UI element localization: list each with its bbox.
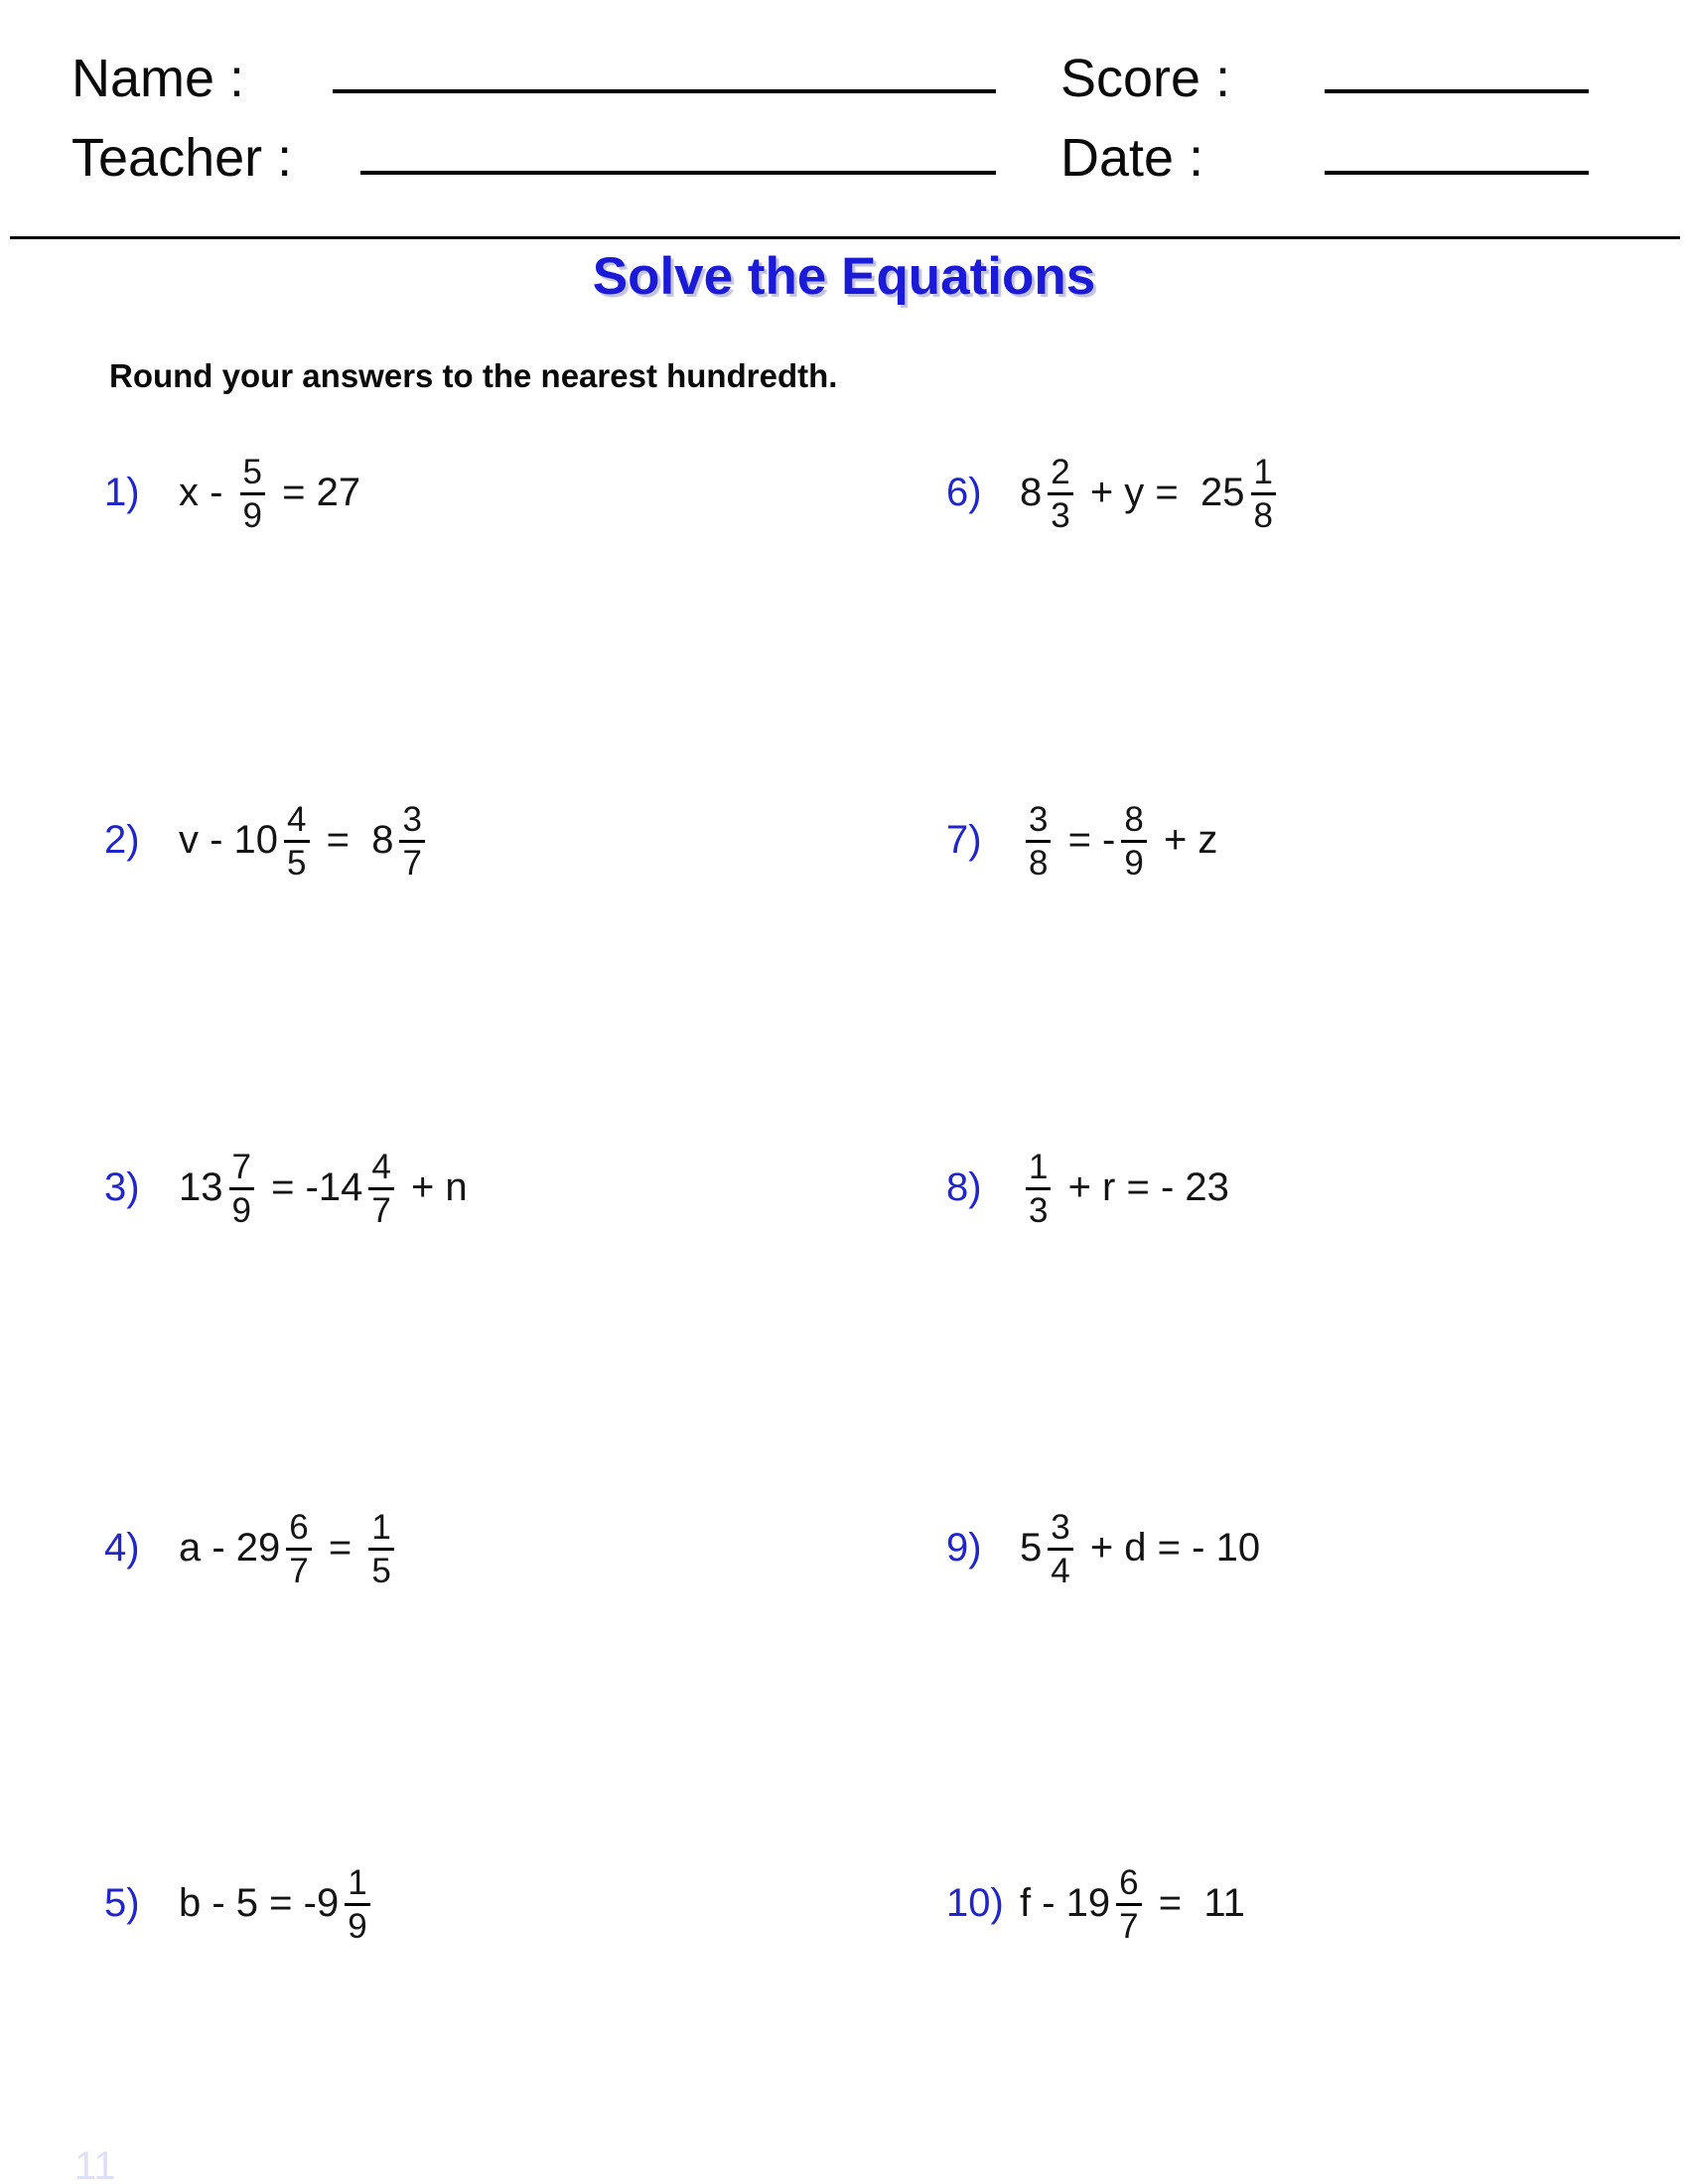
fraction-bar: [1048, 492, 1072, 495]
fraction-denominator: 3: [1029, 1190, 1049, 1230]
problem-number: 7): [946, 817, 982, 862]
fraction-denominator: 7: [402, 843, 422, 883]
equation-text: + y = 25: [1078, 470, 1245, 514]
teacher-underline: [360, 171, 996, 175]
problem-number: 9): [946, 1525, 982, 1570]
equation-text: = 8: [315, 817, 394, 862]
equation-text: 8: [1020, 470, 1043, 514]
equation-text: b - 5 = -9: [179, 1880, 340, 1925]
fraction-bar: [286, 1548, 311, 1551]
equation-text: = -14: [259, 1164, 363, 1209]
equation-text: + z: [1152, 817, 1218, 862]
fraction: [399, 799, 424, 883]
problem-row: [946, 1142, 1229, 1233]
fraction-denominator: 3: [1051, 495, 1070, 535]
score-underline: [1325, 89, 1589, 93]
problem-row: [946, 1857, 1245, 1949]
fraction-numerator: 3: [402, 799, 422, 839]
problem-row: [104, 1142, 468, 1233]
instruction-text: Round your answers to the nearest hundredth.: [109, 357, 838, 394]
equation: [179, 799, 431, 883]
fraction: [229, 1147, 254, 1230]
fraction-numerator: 1: [348, 1862, 367, 1902]
fraction: [1121, 799, 1146, 883]
fraction-bar: [368, 1548, 393, 1551]
problem-row: [104, 794, 431, 886]
fraction-numerator: 6: [289, 1507, 309, 1547]
problem-number: 3): [104, 1164, 140, 1209]
fraction-bar: [1251, 492, 1276, 495]
equation-text: =: [317, 1525, 363, 1570]
problem-number: 8): [946, 1164, 982, 1209]
fraction-bar: [1026, 840, 1051, 843]
fraction-bar: [345, 1903, 369, 1906]
problem-number: 1): [104, 470, 140, 514]
fraction-denominator: 5: [287, 843, 307, 883]
fraction-numerator: 1: [371, 1507, 391, 1547]
problem-row: [104, 447, 360, 538]
fraction: [1026, 799, 1051, 883]
equation: [179, 452, 361, 535]
fraction-numerator: 1: [1029, 1147, 1049, 1186]
fraction-bar: [399, 840, 424, 843]
fraction-numerator: 4: [371, 1147, 391, 1186]
problem-number: 2): [104, 817, 140, 862]
problem-row: [946, 794, 1217, 886]
fraction-denominator: 7: [1119, 1906, 1139, 1946]
fraction-denominator: 7: [371, 1190, 391, 1230]
fraction: [1048, 452, 1072, 535]
fraction-numerator: 2: [1051, 452, 1070, 491]
fraction-bar: [1026, 1187, 1051, 1190]
fraction-denominator: 9: [348, 1906, 367, 1946]
equation: [1020, 1507, 1261, 1590]
fraction-numerator: 5: [242, 452, 263, 491]
fraction-numerator: 8: [1124, 799, 1144, 839]
fraction-numerator: 3: [1029, 799, 1049, 839]
fraction-bar: [1121, 840, 1146, 843]
equation: [179, 1507, 400, 1590]
fraction-bar: [1116, 1903, 1141, 1906]
fraction: [1251, 452, 1276, 535]
fraction: [286, 1507, 311, 1590]
problem-row: [946, 1502, 1260, 1593]
fraction-denominator: 7: [289, 1551, 309, 1590]
equation-text: 5: [1020, 1525, 1043, 1570]
equation-text: + r = - 23: [1056, 1164, 1229, 1209]
problem-row: [104, 1857, 376, 1949]
teacher-label: Teacher :: [71, 128, 293, 188]
problem-number: 4): [104, 1525, 140, 1570]
score-label: Score :: [1060, 49, 1231, 108]
equation: [1020, 1862, 1245, 1946]
equation-text: a - 29: [179, 1525, 281, 1570]
problem-row: [946, 447, 1282, 538]
fraction-numerator: 6: [1119, 1862, 1139, 1902]
fraction-bar: [1048, 1548, 1072, 1551]
name-underline: [333, 89, 996, 93]
fraction-numerator: 3: [1051, 1507, 1070, 1547]
equation-text: x -: [179, 470, 234, 514]
fraction-numerator: 4: [287, 799, 307, 839]
fraction-numerator: 1: [1253, 452, 1273, 491]
name-label: Name :: [71, 49, 245, 108]
page-title: Solve the Equations: [592, 247, 1096, 306]
fraction-denominator: 4: [1051, 1551, 1070, 1590]
fraction-bar: [229, 1187, 254, 1190]
fraction: [345, 1862, 369, 1946]
fraction: [1048, 1507, 1072, 1590]
equation-text: + d = - 10: [1078, 1525, 1261, 1570]
fraction-denominator: 9: [242, 495, 263, 535]
fraction: [368, 1507, 393, 1590]
equation: [1020, 1147, 1229, 1230]
equation: [179, 1862, 376, 1946]
equation-text: 13: [179, 1164, 223, 1209]
fraction: [284, 799, 309, 883]
equation-text: = 27: [271, 470, 361, 514]
fraction-denominator: 5: [371, 1551, 391, 1590]
fraction: [1026, 1147, 1051, 1230]
problem-number: 6): [946, 470, 982, 514]
equation-text: + n: [399, 1164, 468, 1209]
fraction-denominator: 9: [231, 1190, 251, 1230]
fraction-denominator: 8: [1029, 843, 1049, 883]
header-divider: [10, 236, 1680, 239]
fraction-denominator: 8: [1253, 495, 1273, 535]
equation: [179, 1147, 468, 1230]
fraction-numerator: 7: [231, 1147, 251, 1186]
equation: [1020, 452, 1282, 535]
problem-number: 10): [946, 1880, 1004, 1925]
equation: [1020, 799, 1218, 883]
equation-text: = -: [1056, 817, 1116, 862]
fraction-bar: [240, 492, 265, 495]
fraction: [240, 452, 265, 535]
fraction: [1116, 1862, 1141, 1946]
fraction-bar: [368, 1187, 393, 1190]
date-underline: [1325, 171, 1589, 175]
problem-row: [104, 1502, 400, 1593]
problem-number: 5): [104, 1880, 140, 1925]
fraction-denominator: 9: [1124, 843, 1144, 883]
fraction-bar: [284, 840, 309, 843]
equation-text: = 11: [1147, 1880, 1245, 1925]
next-problem-number-clipped: 11: [74, 2144, 116, 2184]
equation-text: v - 10: [179, 817, 279, 862]
date-label: Date :: [1060, 128, 1204, 188]
equation-text: f - 19: [1020, 1880, 1111, 1925]
fraction: [368, 1147, 393, 1230]
